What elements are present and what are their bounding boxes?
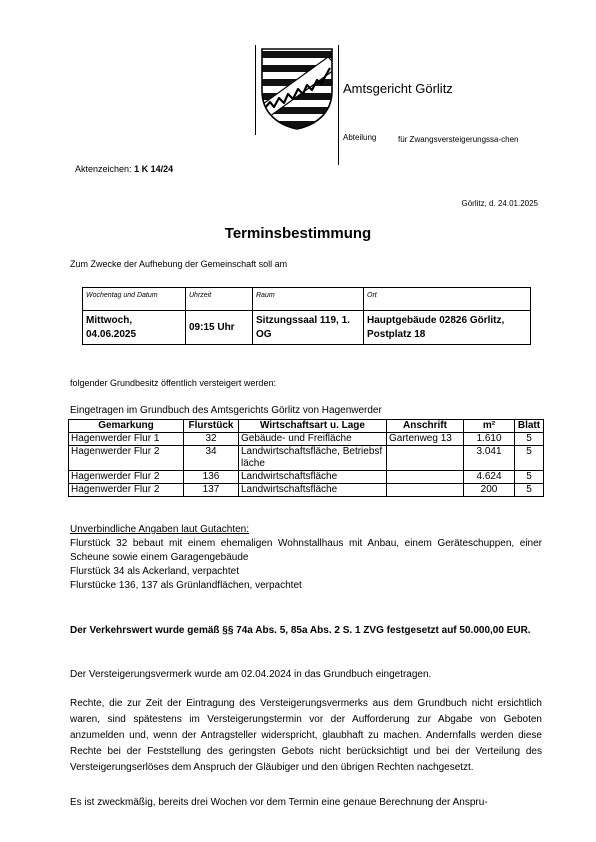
land-cell-area: 1.610 (464, 433, 515, 446)
land-cell-gemarkung: Hagenwerder Flur 2 (69, 484, 184, 497)
land-header-blatt: Blatt (515, 420, 544, 433)
land-header-anschrift: Anschrift (387, 420, 464, 433)
schedule-time: 09:15 Uhr (186, 311, 253, 345)
schedule-header-row (83, 288, 531, 311)
land-cell-wirtschaftsart: Landwirtschaftsfläche (239, 484, 387, 497)
land-cell-anschrift (387, 446, 464, 471)
schedule-header-date: Wochentag und Datum (83, 288, 186, 311)
land-cell-anschrift: Gartenweg 13 (387, 433, 464, 446)
table-row (69, 484, 544, 497)
court-name: Amtsgericht Görlitz (343, 81, 453, 96)
appraisal-section (70, 523, 542, 593)
land-header-gemarkung: Gemarkung (69, 420, 184, 433)
schedule-header-room: Raum (253, 288, 364, 311)
paragraph: Der Versteigerungsvermerk wurde am 02.04.2024 in das Grundbuch eingetragen. (70, 669, 432, 680)
land-header-area: m² (464, 420, 515, 433)
intro-text: Zum Zwecke der Aufhebung der Gemeinschaft soll am (70, 259, 288, 269)
department-label: Abteilung (343, 133, 377, 142)
land-cell-area: 200 (464, 484, 515, 497)
land-table-header (69, 420, 544, 433)
land-cell-gemarkung: Hagenwerder Flur 1 (69, 433, 184, 446)
land-cell-blatt: 5 (515, 484, 544, 497)
land-cell-wirtschaftsart: Landwirtschaftsfläche, Betriebsfläche (239, 446, 387, 471)
department-name: für Zwangsversteigerungssa-chen (398, 135, 519, 144)
file-reference-label: Aktenzeichen: (75, 164, 132, 174)
land-cell-area: 3.041 (464, 446, 515, 471)
schedule-header-time: Uhrzeit (186, 288, 253, 311)
schedule-place: Hauptgebäude 02826 Görlitz, Postplatz 18 (364, 311, 531, 345)
schedule-table (82, 287, 531, 345)
land-cell-blatt: 5 (515, 446, 544, 471)
document-title: Terminsbestimmung (224, 225, 372, 242)
land-cell-blatt: 5 (515, 433, 544, 446)
file-reference (75, 164, 173, 174)
header-rule-left (255, 45, 256, 135)
schedule-date: Mittwoch, 04.06.2025 (83, 311, 186, 345)
land-cell-gemarkung: Hagenwerder Flur 2 (69, 446, 184, 471)
land-cell-wirtschaftsart: Gebäude- und Freifläche (239, 433, 387, 446)
schedule-header-place: Ort (364, 288, 531, 311)
land-cell-wirtschaftsart: Landwirtschaftsfläche (239, 471, 387, 484)
land-cell-flurstueck: 137 (184, 484, 239, 497)
land-cell-area: 4.624 (464, 471, 515, 484)
appraisal-line: Flurstück 32 bebaut mit einem ehemaligen Wohnstallhaus mit Anbau, einem Geräteschuppen, einer Scheune sowie einem Garagengebäude (70, 538, 542, 563)
header-rule-right (338, 45, 339, 165)
table-row (69, 471, 544, 484)
land-register-table (68, 419, 544, 497)
land-cell-anschrift (387, 484, 464, 497)
file-reference-number: 1 K 14/24 (134, 164, 174, 174)
schedule-value-row (83, 311, 531, 345)
table-row (69, 433, 544, 446)
appraisal-heading: Unverbindliche Angaben laut Gutachten: (70, 524, 250, 535)
land-cell-flurstueck: 136 (184, 471, 239, 484)
land-cell-anschrift (387, 471, 464, 484)
land-header-flurstueck: Flurstück (184, 420, 239, 433)
land-cell-flurstueck: 32 (184, 433, 239, 446)
land-header-wirtschaftsart: Wirtschaftsart u. Lage (239, 420, 387, 433)
register-heading: Eingetragen im Grundbuch des Amtsgerichts Görlitz von Hagenwerder (70, 405, 382, 416)
place-date: Görlitz, d. 24.01.2025 (461, 199, 538, 208)
schedule-room: Sitzungssaal 119, 1. OG (253, 311, 364, 345)
paragraph: Rechte, die zur Zeit der Eintragung des Versteigerungsvermerks aus dem Grundbuch nicht ersichtlich waren, sind spätestens im Versteigerungstermin vor der Aufforderung zur Abgabe von Geboten anzumelden und, wenn der Antragsteller widerspricht, glaubhaft zu machen. Andernfalls werden diese Rechte bei der Feststellung des geringsten Gebots nicht berücksichtigt und bei der Verteilung des Versteigerungserlöses dem Anspruch der Gläubiger und den übrigen Rechten nachgesetzt. (70, 698, 542, 773)
land-cell-gemarkung: Hagenwerder Flur 2 (69, 471, 184, 484)
land-cell-flurstueck: 34 (184, 446, 239, 471)
saxony-coat-of-arms-icon (260, 47, 334, 131)
market-value-text: Der Verkehrswert wurde gemäß §§ 74a Abs. 5, 85a Abs. 2 S. 1 ZVG festgesetzt auf 50.000,00 EUR. (70, 625, 531, 636)
appraisal-line: Flurstücke 136, 137 als Grünlandflächen, verpachtet (70, 580, 302, 591)
land-cell-blatt: 5 (515, 471, 544, 484)
auction-text: folgender Grundbesitz öffentlich versteigert werden: (70, 378, 276, 388)
table-row (69, 446, 544, 471)
paragraph: Es ist zweckmäßig, bereits drei Wochen vor dem Termin eine genaue Berechnung der Anspru- (70, 797, 488, 808)
appraisal-line: Flurstück 34 als Ackerland, verpachtet (70, 566, 239, 577)
